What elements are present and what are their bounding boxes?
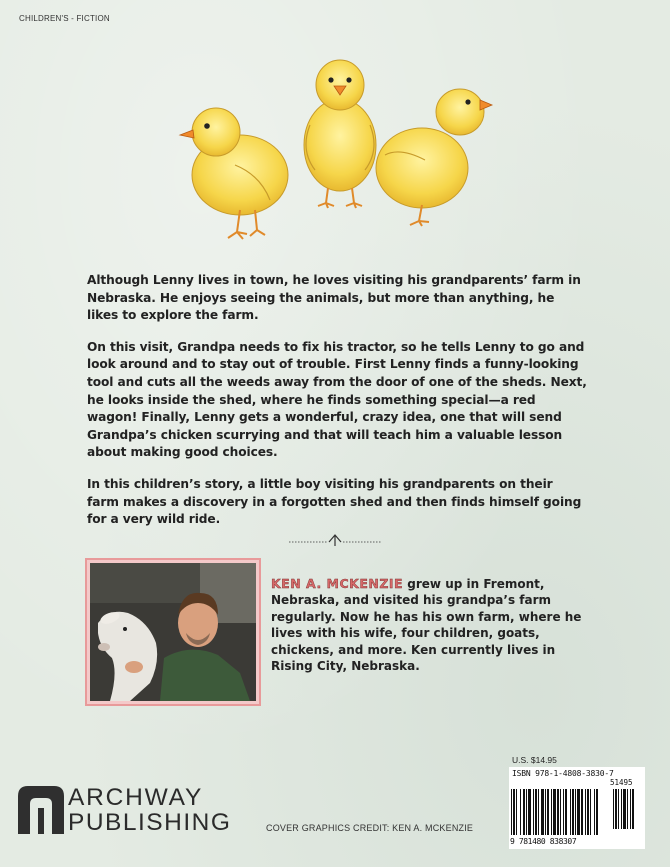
addon-bar	[618, 789, 619, 829]
barcode-bar	[557, 789, 559, 835]
addon-bar	[632, 789, 634, 829]
genre-label: CHILDREN'S - FICTION	[19, 14, 110, 23]
barcode-bar	[553, 789, 556, 835]
barcode-bar	[526, 789, 527, 835]
addon-bar	[627, 789, 628, 829]
barcode-bar	[511, 789, 512, 835]
chick-right	[376, 89, 492, 226]
barcode-bar	[538, 789, 539, 835]
author-with-goat-photo	[90, 563, 256, 701]
barcode-bar	[523, 789, 525, 835]
chicks-illustration	[160, 50, 500, 250]
synopsis-paragraph-1: Although Lenny lives in town, he loves visiting his grandparents’ farm in Nebraska. He enjoys seeing the animals, but more than anything, he likes to explore the farm.	[87, 273, 581, 323]
synopsis	[87, 272, 587, 543]
author-name: KEN A. MCKENZIE	[271, 576, 404, 591]
barcode-bar	[528, 789, 531, 835]
barcode-bar	[560, 789, 561, 835]
isbn-text: ISBN 978-1-4808-3830-7	[512, 769, 614, 778]
archway-arch-icon	[18, 786, 64, 834]
price-label: U.S. $14.95	[512, 755, 557, 765]
ean-digits: 9 781480 838307	[510, 837, 577, 846]
barcode-bar	[541, 789, 544, 835]
author-bio-text: grew up in Fremont, Nebraska, and visited his grandpa’s farm regularly. Now he has his own farm, where he lives with his wife, four children, goats, chickens, and more. Ken currently lives in Rising City, Nebraska.	[271, 577, 582, 674]
barcode-bar	[547, 789, 549, 835]
addon-bar	[630, 789, 631, 829]
barcode-bar	[581, 789, 583, 835]
price-code: 51495	[610, 778, 633, 787]
barcode-bar	[590, 789, 591, 835]
barcode-bar	[594, 789, 595, 835]
barcode-bar	[587, 789, 589, 835]
barcode-bar	[577, 789, 580, 835]
cover-credit: COVER GRAPHICS CREDIT: KEN A. MCKENZIE	[266, 823, 474, 833]
chick-middle	[304, 60, 376, 208]
barcode-bar	[585, 789, 586, 835]
ornament-divider	[287, 533, 383, 547]
addon-bar	[615, 789, 617, 829]
addon-bar	[621, 789, 622, 829]
addon-bar	[613, 789, 614, 829]
barcode-bar	[545, 789, 546, 835]
barcode-bars	[511, 789, 645, 837]
publisher-name-line2: PUBLISHING	[68, 809, 232, 836]
barcode-bar	[565, 789, 567, 835]
publisher-name-line1: ARCHWAY	[68, 784, 204, 811]
publisher-logo	[18, 784, 232, 836]
addon-bar	[623, 789, 626, 829]
barcode-bar	[551, 789, 552, 835]
barcode-bar	[570, 789, 571, 835]
synopsis-paragraph-3: In this children’s story, a little boy visiting his grandparents on their farm makes a discovery in a forgotten shed and then finds himself going for a very wild ride.	[87, 476, 582, 527]
barcode-bar	[535, 789, 537, 835]
barcode-bar	[513, 789, 515, 835]
barcode-bar	[516, 789, 517, 835]
barcode	[509, 767, 645, 849]
barcode-bar	[596, 789, 598, 835]
chick-left	[180, 108, 288, 239]
barcode-bar	[572, 789, 574, 835]
barcode-bar	[533, 789, 534, 835]
barcode-bar	[563, 789, 564, 835]
author-bio	[271, 576, 601, 674]
author-photo	[85, 558, 261, 706]
barcode-bar	[575, 789, 576, 835]
synopsis-paragraph-2: On this visit, Grandpa needs to fix his tractor, so he tells Lenny to go and look around and to stay out of trouble. First Lenny finds a funny-looking tool and cuts all the weeds away from the door of one of the sheds. Next, he looks inside the shed, where he finds something special—a red wagon! Finally, Lenny gets a wonderful, crazy idea, one that will send Grandpa’s chicken scurrying and that will teach him a valuable lesson about making good choices.	[87, 339, 587, 460]
barcode-bar	[520, 789, 521, 835]
